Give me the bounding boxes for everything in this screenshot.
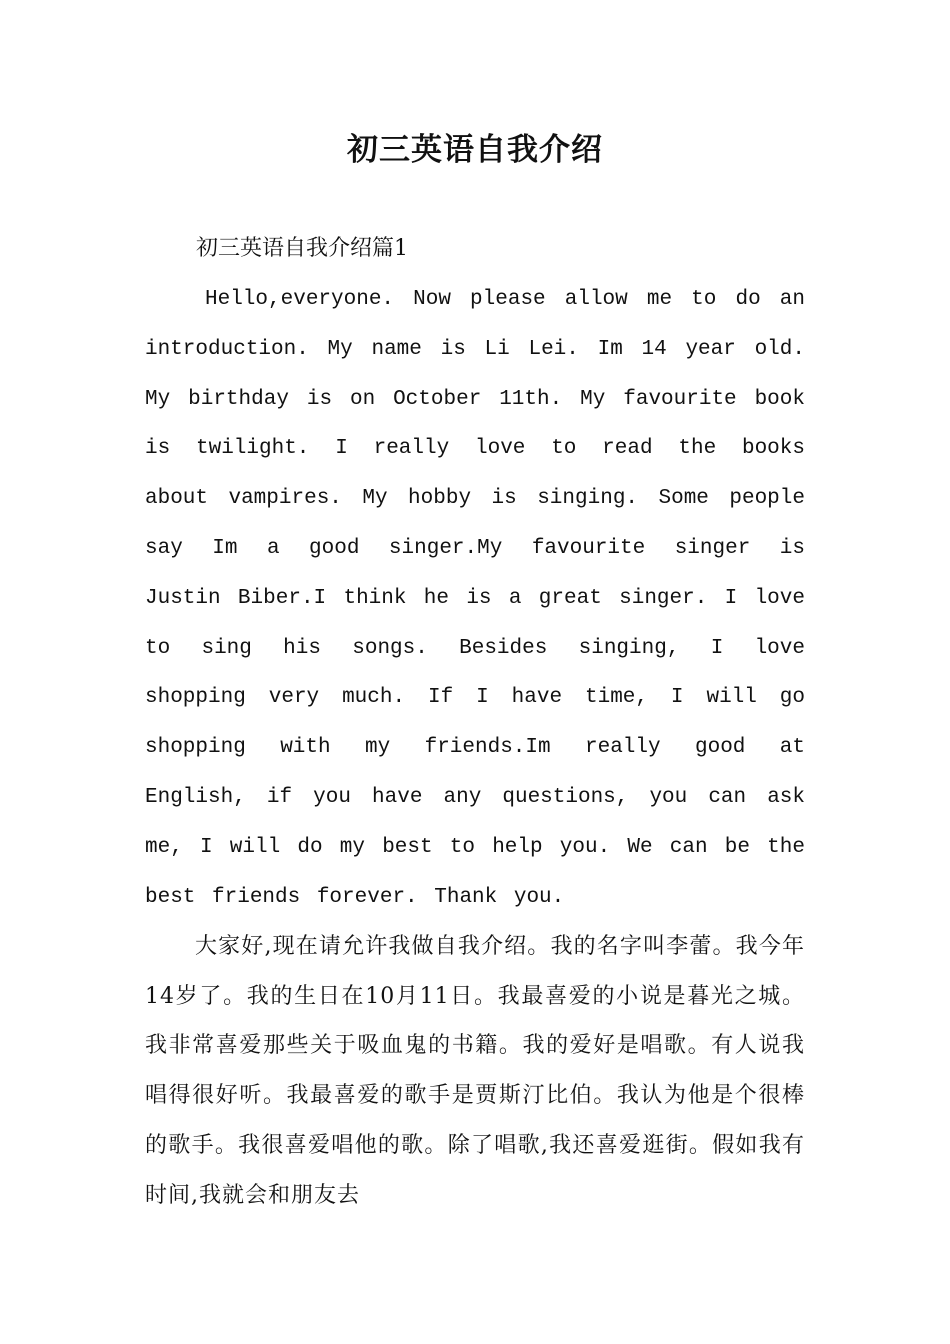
section-heading: 初三英语自我介绍篇1	[196, 236, 408, 261]
english-paragraph: Hello,everyone. Now please allow me to do an introduction. My name is Li Lei. Im 14 year old. My birthday is on October 11th. My favourite book is twilight. I really love to read the books about vampires. My hobby is singing. Some people say Im a good singer.My favourite singer is Justin Biber.I think he is a great singer. I love to sing his songs. Besides singing, I love shopping very much. If I have time, I will go shopping with my friends.Im really good at English, if you have any questions, you can ask me, I will do my best to help you. We can be the best friends forever. Thank you.	[145, 288, 805, 909]
chinese-paragraph: 大家好,现在请允许我做自我介绍。我的名字叫李蕾。我今年14岁了。我的生日在10月11日。我最喜爱的小说是暮光之城。我非常喜爱那些关于吸血鬼的书籍。我的爱好是唱歌。有人说我唱得很好听。我最喜爱的歌手是贾斯汀比伯。我认为他是个很棒的歌手。我很喜爱唱他的歌。除了唱歌,我还喜爱逛街。假如我有时间,我就会和朋友去	[145, 934, 805, 1208]
document-title: 初三英语自我介绍	[347, 132, 603, 168]
